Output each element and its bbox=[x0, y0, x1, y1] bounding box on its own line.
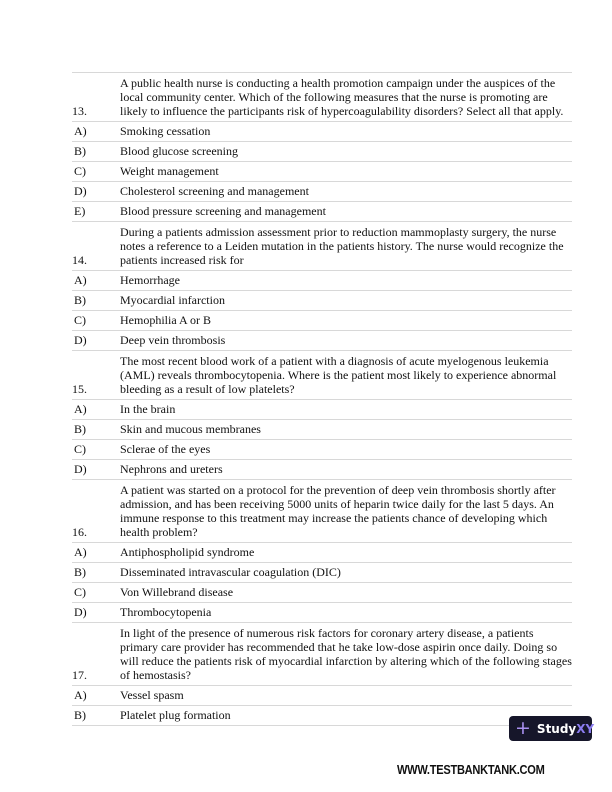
option-text: Deep vein thrombosis bbox=[120, 331, 572, 351]
option-row bbox=[72, 583, 572, 603]
question-row bbox=[72, 623, 572, 686]
question-table bbox=[72, 72, 572, 726]
option-row bbox=[72, 563, 572, 583]
question-text: During a patients admission assessment prior to reduction mammoplasty surgery, the nurse notes a reference to a Leiden mutation in the patients history. The nurse would recognize the patients increased risk for bbox=[120, 222, 572, 271]
option-row bbox=[72, 440, 572, 460]
option-label: B) bbox=[72, 291, 120, 311]
option-row bbox=[72, 162, 572, 182]
studyxy-badge[interactable] bbox=[509, 716, 595, 741]
option-text: Hemorrhage bbox=[120, 271, 572, 291]
question-row bbox=[72, 480, 572, 543]
option-row bbox=[72, 271, 572, 291]
option-text: Nephrons and ureters bbox=[120, 460, 572, 480]
question-text: The most recent blood work of a patient with a diagnosis of acute myelogenous leukemia (AML) reveals thrombocytopenia. Where is the patient most likely to experience abnormal bleeding as a result of low platelets? bbox=[120, 351, 572, 400]
option-row bbox=[72, 142, 572, 162]
option-text: Vessel spasm bbox=[120, 686, 572, 706]
option-label: C) bbox=[72, 311, 120, 331]
option-text: Von Willebrand disease bbox=[120, 583, 572, 603]
option-label: B) bbox=[72, 563, 120, 583]
option-text: Weight management bbox=[120, 162, 572, 182]
question-text: A public health nurse is conducting a health promotion campaign under the auspices of the local community center. Which of the following measures that the nurse is promoting are likely to influence the participants risk of hypercoagulability disorders? Select all that apply. bbox=[120, 73, 572, 122]
option-text: Blood pressure screening and management bbox=[120, 202, 572, 222]
option-text: Blood glucose screening bbox=[120, 142, 572, 162]
question-number: 14. bbox=[72, 222, 120, 271]
question-row bbox=[72, 222, 572, 271]
option-row bbox=[72, 311, 572, 331]
question-number: 13. bbox=[72, 73, 120, 122]
option-row bbox=[72, 706, 572, 726]
option-label: B) bbox=[72, 142, 120, 162]
question-row bbox=[72, 73, 572, 122]
option-text: Disseminated intravascular coagulation (DIC) bbox=[120, 563, 572, 583]
option-text: Skin and mucous membranes bbox=[120, 420, 572, 440]
option-row bbox=[72, 400, 572, 420]
option-text: In the brain bbox=[120, 400, 572, 420]
plus-icon: + bbox=[515, 717, 531, 739]
option-label: A) bbox=[72, 271, 120, 291]
option-row bbox=[72, 420, 572, 440]
option-label: A) bbox=[72, 543, 120, 563]
option-label: B) bbox=[72, 706, 120, 726]
option-row bbox=[72, 460, 572, 480]
question-number: 17. bbox=[72, 623, 120, 686]
option-text: Platelet plug formation bbox=[120, 706, 572, 726]
option-label: C) bbox=[72, 440, 120, 460]
question-row bbox=[72, 351, 572, 400]
badge-xy: XY bbox=[576, 721, 595, 736]
option-text: Smoking cessation bbox=[120, 122, 572, 142]
option-text: Thrombocytopenia bbox=[120, 603, 572, 623]
option-text: Myocardial infarction bbox=[120, 291, 572, 311]
option-label: C) bbox=[72, 162, 120, 182]
option-label: B) bbox=[72, 420, 120, 440]
option-label: D) bbox=[72, 603, 120, 623]
option-row bbox=[72, 543, 572, 563]
option-row bbox=[72, 291, 572, 311]
option-label: D) bbox=[72, 460, 120, 480]
badge-study: Study bbox=[536, 721, 577, 736]
question-number: 16. bbox=[72, 480, 120, 543]
option-label: D) bbox=[72, 331, 120, 351]
question-text: In light of the presence of numerous risk factors for coronary artery disease, a patients primary care provider has recommended that he take low-dose aspirin once daily. Doing so will reduce the patients risk of myocardial infarction by altering which of the following stages of hemostasis? bbox=[120, 623, 572, 686]
question-text: A patient was started on a protocol for the prevention of deep vein thrombosis shortly after admission, and has been receiving 5000 units of heparin twice daily for the last 5 days. An immune response to this treatment may increase the patients chance of developing which health problem? bbox=[120, 480, 572, 543]
option-row bbox=[72, 122, 572, 142]
option-row bbox=[72, 331, 572, 351]
option-text: Sclerae of the eyes bbox=[120, 440, 572, 460]
option-label: A) bbox=[72, 122, 120, 142]
option-row bbox=[72, 182, 572, 202]
option-label: C) bbox=[72, 583, 120, 603]
option-label: A) bbox=[72, 686, 120, 706]
option-text: Cholesterol screening and management bbox=[120, 182, 572, 202]
option-label: D) bbox=[72, 182, 120, 202]
footer-website: WWW.TESTBANKTANK.COM bbox=[397, 762, 545, 777]
option-row bbox=[72, 603, 572, 623]
option-label: E) bbox=[72, 202, 120, 222]
option-row bbox=[72, 686, 572, 706]
option-row bbox=[72, 202, 572, 222]
option-text: Antiphospholipid syndrome bbox=[120, 543, 572, 563]
question-number: 15. bbox=[72, 351, 120, 400]
option-label: A) bbox=[72, 400, 120, 420]
option-text: Hemophilia A or B bbox=[120, 311, 572, 331]
